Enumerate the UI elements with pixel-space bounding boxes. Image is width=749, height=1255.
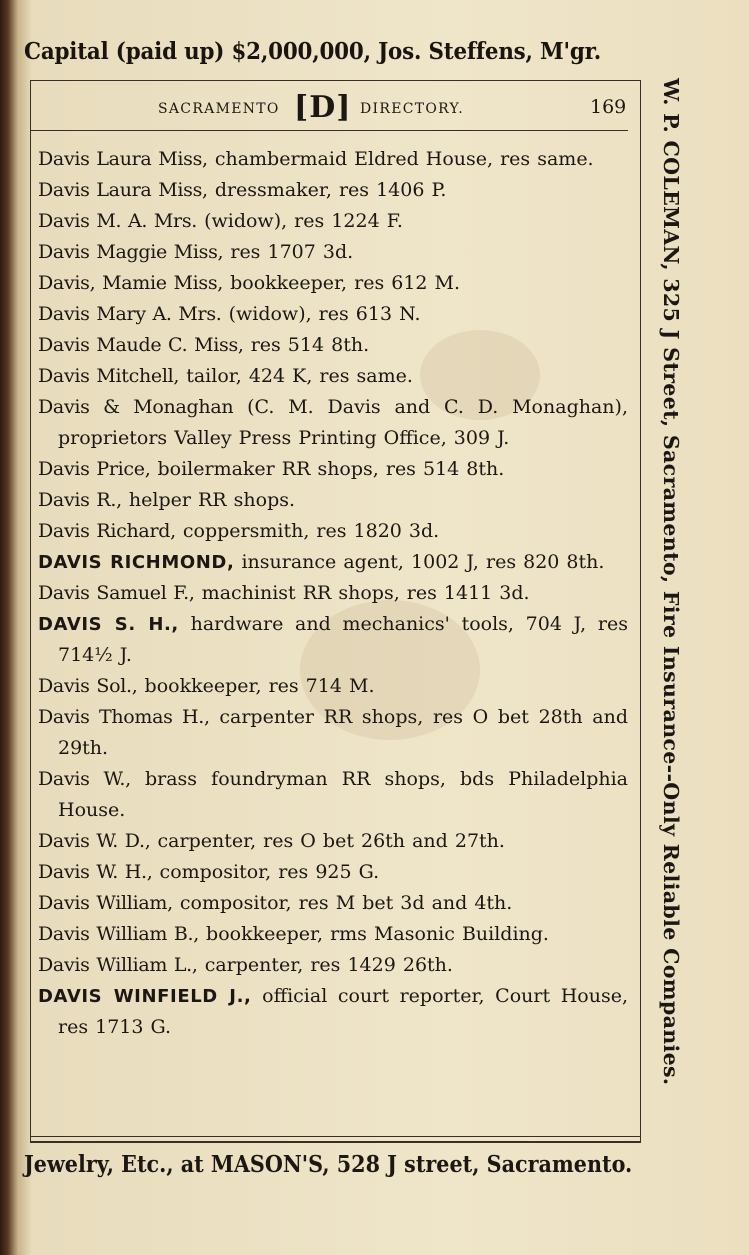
directory-entry xyxy=(38,826,628,857)
entry-details: official court reporter, Court House, res 1713 G. xyxy=(58,985,629,1038)
directory-entry xyxy=(38,144,628,175)
entry-name: Davis William L., xyxy=(38,954,198,976)
running-head-city: SACRAMENTO xyxy=(158,101,280,117)
entry-details: carpenter RR shops, res O bet 28th and 29th. xyxy=(58,706,628,759)
directory-entry xyxy=(38,392,628,454)
entry-name: Davis R., xyxy=(38,489,122,511)
bottom-advertisement: Jewelry, Etc., at MASON'S, 528 J street, Sacramento. xyxy=(24,1151,633,1178)
entry-name: Davis Laura Miss, xyxy=(38,148,208,170)
entry-name: Davis & Monaghan xyxy=(38,396,234,418)
entry-details: carpenter, res 1429 26th. xyxy=(204,954,453,976)
directory-entry xyxy=(38,237,628,268)
entry-details: res 514 8th. xyxy=(250,334,370,356)
entry-name: Davis, Mamie Miss, xyxy=(38,272,224,294)
directory-entry xyxy=(38,206,628,237)
directory-entry xyxy=(38,702,628,764)
directory-entry xyxy=(38,330,628,361)
entry-details: helper RR shops. xyxy=(128,489,296,511)
running-head xyxy=(30,84,628,128)
directory-entry xyxy=(38,485,628,516)
running-head-letter: [D] xyxy=(294,90,352,125)
entry-name: Davis Sol., xyxy=(38,675,138,697)
entry-details: chambermaid Eldred House, res same. xyxy=(214,148,594,170)
entry-details: bookkeeper, res 612 M. xyxy=(230,272,461,294)
entry-details: brass foundryman RR shops, bds Philadelphia House. xyxy=(58,768,629,821)
directory-entry xyxy=(38,609,628,671)
directory-entry xyxy=(38,764,628,826)
entry-name: Davis Maggie Miss, xyxy=(38,241,224,263)
directory-entries xyxy=(38,144,628,1043)
entry-details: (C. M. Davis and C. D. Monaghan), proprietors Valley Press Printing Office, 309 J. xyxy=(58,396,628,449)
directory-entry xyxy=(38,299,628,330)
entry-details: bookkeeper, res 714 M. xyxy=(144,675,375,697)
entry-details: insurance agent, 1002 J, res 820 8th. xyxy=(241,551,605,573)
entry-details: (widow), res 1224 F. xyxy=(204,210,403,232)
directory-entry xyxy=(38,547,628,578)
directory-entry xyxy=(38,950,628,981)
header-rule xyxy=(30,130,628,131)
entry-name: Davis Samuel F., xyxy=(38,582,195,604)
directory-entry xyxy=(38,919,628,950)
entry-details: tailor, 424 K, res same. xyxy=(186,365,413,387)
entry-name: Davis Mary A. Mrs. xyxy=(38,303,222,325)
directory-entry xyxy=(38,857,628,888)
bottom-rule xyxy=(30,1136,641,1137)
entry-name: Davis Maude C. Miss, xyxy=(38,334,244,356)
entry-name: Davis Price, xyxy=(38,458,151,480)
directory-entry xyxy=(38,361,628,392)
directory-entry xyxy=(38,888,628,919)
directory-entry xyxy=(38,175,628,206)
entry-name: Davis W. D., xyxy=(38,830,151,852)
page-number: 169 xyxy=(590,96,627,118)
entry-name: Davis Thomas H., xyxy=(38,706,210,728)
frame-right-rule xyxy=(640,80,641,1142)
entry-name: DAVIS S. H., xyxy=(38,614,179,635)
entry-name: Davis M. A. Mrs. xyxy=(38,210,198,232)
entry-details: compositor, res M bet 3d and 4th. xyxy=(179,892,513,914)
entry-name: Davis Mitchell, xyxy=(38,365,180,387)
side-advertisement-text: W. P. COLEMAN, 325 J Street, Sacramento, Fire Insurance--Only Reliable Companies. xyxy=(659,78,683,1086)
entry-details: carpenter, res O bet 26th and 27th. xyxy=(157,830,505,852)
entry-name: Davis Laura Miss, xyxy=(38,179,208,201)
entry-details: (widow), res 613 N. xyxy=(228,303,421,325)
entry-details: coppersmith, res 1820 3d. xyxy=(182,520,440,542)
entry-name: DAVIS WINFIELD J., xyxy=(38,986,252,1007)
directory-entry xyxy=(38,981,628,1043)
entry-details: machinist RR shops, res 1411 3d. xyxy=(201,582,530,604)
entry-name: Davis William B., xyxy=(38,923,199,945)
entry-name: DAVIS RICHMOND, xyxy=(38,552,235,573)
top-advertisement: Capital (paid up) $2,000,000, Jos. Steffens, M'gr. xyxy=(24,38,602,65)
entry-details: boilermaker RR shops, res 514 8th. xyxy=(157,458,505,480)
entry-details: hardware and mechanics' tools, 704 J, res 714½ J. xyxy=(58,613,628,666)
entry-details: res 1707 3d. xyxy=(230,241,354,263)
entry-name: Davis William, xyxy=(38,892,173,914)
running-head-title: DIRECTORY. xyxy=(360,101,465,117)
directory-entry xyxy=(38,268,628,299)
entry-name: Davis Richard, xyxy=(38,520,176,542)
directory-entry xyxy=(38,516,628,547)
entry-details: dressmaker, res 1406 P. xyxy=(214,179,447,201)
entry-details: compositor, res 925 G. xyxy=(159,861,380,883)
entry-name: Davis W. H., xyxy=(38,861,153,883)
entry-name: Davis W., xyxy=(38,768,131,790)
side-advertisement xyxy=(649,78,693,1153)
directory-entry xyxy=(38,578,628,609)
directory-entry xyxy=(38,454,628,485)
directory-entry xyxy=(38,671,628,702)
entry-details: bookkeeper, rms Masonic Building. xyxy=(206,923,549,945)
